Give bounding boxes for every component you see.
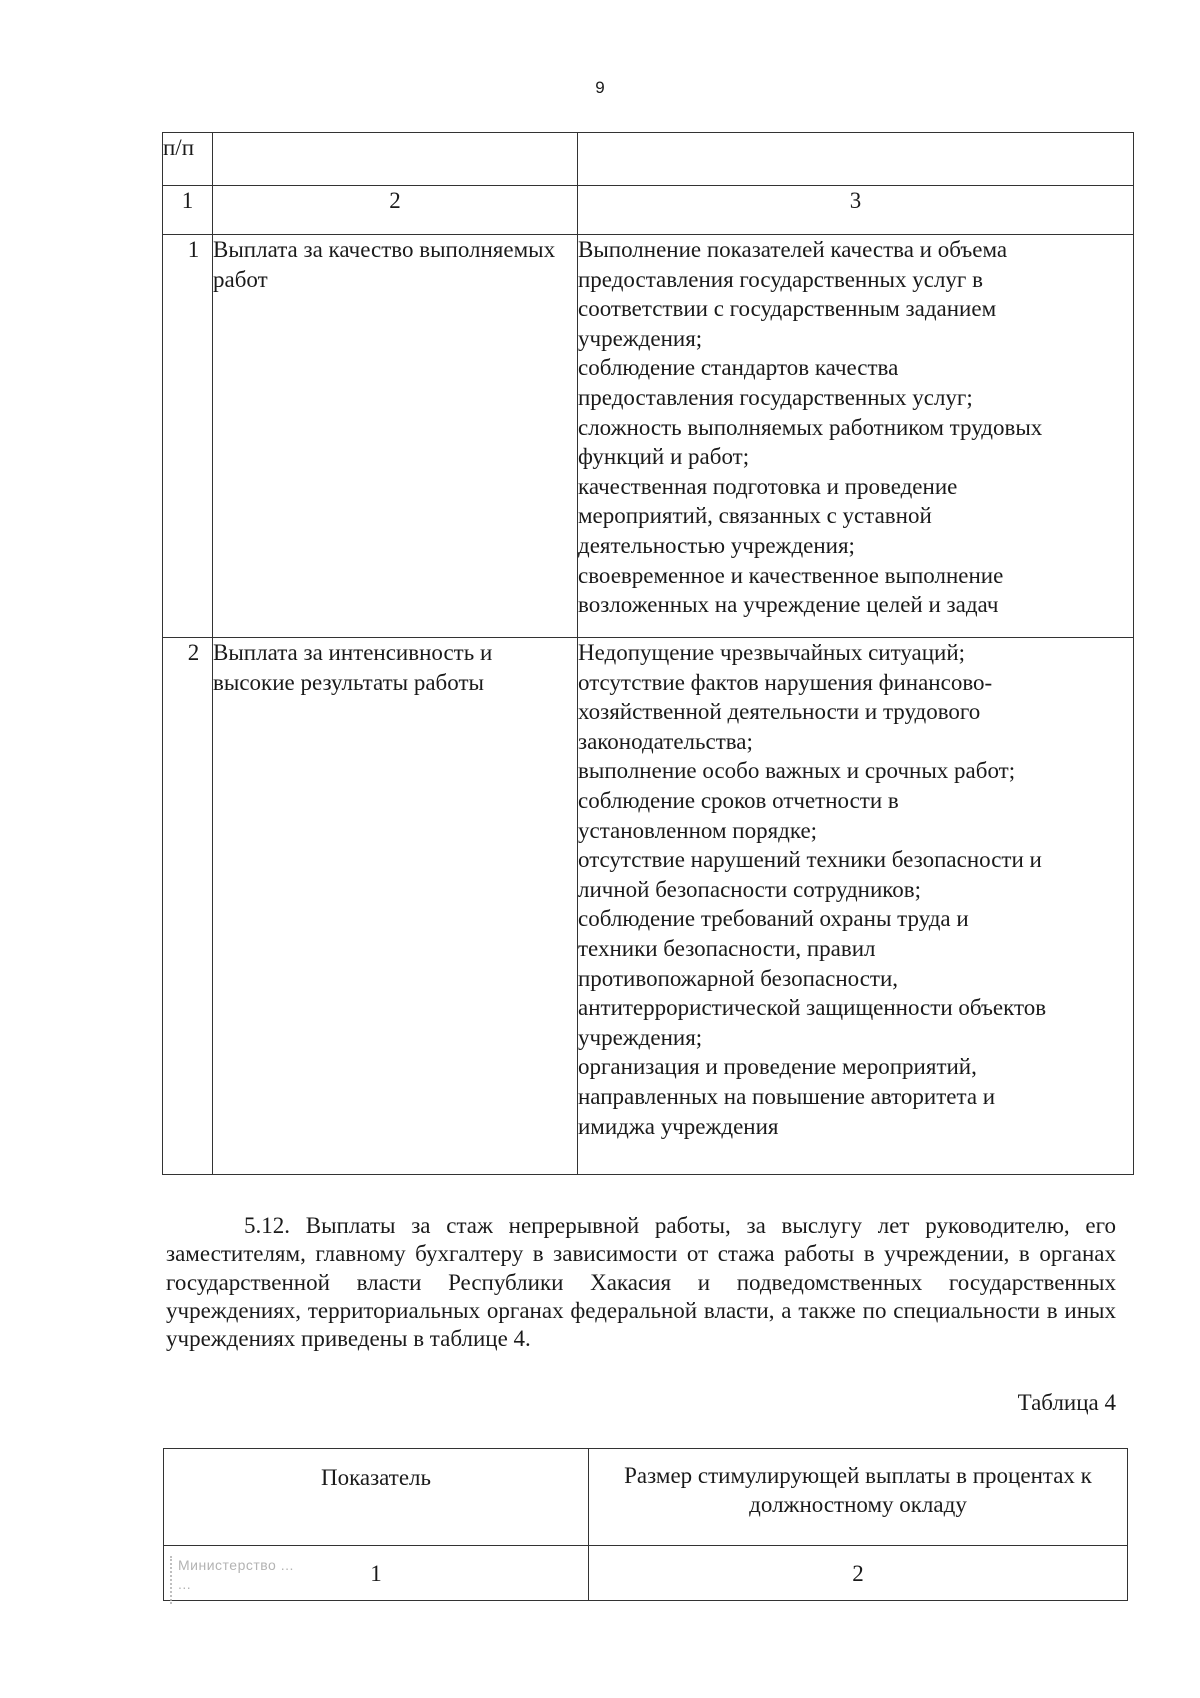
criteria-line: антитеррористической защищенности объектов bbox=[578, 995, 1047, 1021]
criteria-line: качественная подготовка и проведение bbox=[578, 473, 958, 499]
criteria-line: деятельностью учреждения; bbox=[578, 532, 855, 558]
row-number: 1 bbox=[187, 237, 200, 262]
paragraph-5-12: 5.12. Выплаты за стаж непрерывной работы, за выслугу лет руководителю, его заместителям, главному бухгалтеру в зависимости от стажа работы в учреждении, в органах государственной власти Республики Хакасия и подведомственных государственных учреждениях, территориальных органах федеральной власти, а также по специальности в иных учреждениях приведены в таблице 4. bbox=[166, 1213, 1116, 1352]
criteria-cell bbox=[578, 638, 1134, 1175]
column-number: 1 bbox=[163, 186, 213, 235]
criteria-line: Выполнение показателей качества и объема bbox=[578, 237, 1008, 262]
criteria-line: техники безопасности, правил bbox=[578, 935, 876, 961]
criteria-line: соответствии с государственным заданием bbox=[578, 296, 997, 322]
criteria-line: мероприятий, связанных с уставной bbox=[578, 503, 932, 529]
criteria-line: законодательства; bbox=[578, 728, 753, 754]
criteria-line: личной безопасности сотрудников; bbox=[578, 876, 922, 902]
payment-size-header: Размер стимулирующей выплаты в процентах к должностному окладу bbox=[589, 1449, 1128, 1546]
criteria-line: организация и проведение мероприятий, bbox=[578, 1054, 977, 1080]
column-number: 2 bbox=[589, 1546, 1128, 1601]
criteria-cell bbox=[578, 235, 1134, 638]
criteria-line: направленных на повышение авторитета и bbox=[578, 1083, 996, 1109]
criteria-line: выполнение особо важных и срочных работ; bbox=[578, 758, 1016, 784]
criteria-line: Недопущение чрезвычайных ситуаций; bbox=[578, 640, 966, 665]
row-number: 2 bbox=[187, 640, 200, 665]
criteria-line: предоставления государственных услуг в bbox=[578, 266, 983, 292]
row-number-cell bbox=[163, 638, 213, 1175]
criteria-line: установленном порядке; bbox=[578, 817, 818, 843]
column-numbering-row bbox=[163, 186, 1134, 235]
criteria-line: соблюдение сроков отчетности в bbox=[578, 787, 899, 813]
ministry-stamp bbox=[170, 1556, 408, 1604]
criteria-line: соблюдение требований охраны труда и bbox=[578, 906, 969, 932]
criteria-line: хозяйственной деятельности и трудового bbox=[578, 699, 981, 725]
stamp-line: Министерство ... bbox=[178, 1557, 294, 1573]
criteria-line: соблюдение стандартов качества bbox=[578, 355, 899, 381]
criteria-line: возложенных на учреждение целей и задач bbox=[578, 592, 999, 618]
indicator-header: Показатель bbox=[164, 1449, 589, 1546]
header-payment-cell bbox=[213, 133, 578, 186]
header-criteria-cell bbox=[578, 133, 1134, 186]
row-number-cell bbox=[163, 235, 213, 638]
criteria-line: сложность выполняемых работником трудовых bbox=[578, 414, 1043, 440]
page-number: 9 bbox=[595, 78, 605, 97]
criteria-line: своевременное и качественное выполнение bbox=[578, 562, 1004, 588]
table-4-label: Таблица 4 bbox=[1017, 1390, 1116, 1415]
criteria-line: противопожарной безопасности, bbox=[578, 965, 899, 991]
payment-type-cell: Выплата за качество выполняемых работ bbox=[213, 235, 578, 638]
column-number: 1 bbox=[164, 1546, 589, 1601]
column-number: 2 bbox=[213, 186, 578, 235]
criteria-line: функций и работ; bbox=[578, 444, 750, 470]
criteria-line: учреждения; bbox=[578, 1024, 703, 1050]
payments-criteria-table bbox=[162, 132, 1134, 1175]
criteria-line: отсутствие фактов нарушения финансово- bbox=[578, 669, 993, 695]
criteria-line: имиджа учреждения bbox=[578, 1113, 779, 1139]
header-number-cell: п/п bbox=[163, 133, 213, 186]
criteria-line: учреждения; bbox=[578, 325, 703, 351]
criteria-line: отсутствие нарушений техники безопасности и bbox=[578, 847, 1042, 873]
stamp-line: ... bbox=[178, 1576, 192, 1592]
table-header-row bbox=[164, 1449, 1128, 1546]
table-row bbox=[163, 235, 1134, 638]
table-row bbox=[163, 638, 1134, 1175]
table-header-row bbox=[163, 133, 1134, 186]
criteria-line: предоставления государственных услуг; bbox=[578, 384, 973, 410]
column-number: 3 bbox=[578, 186, 1134, 235]
payment-type-cell: Выплата за интенсивность и высокие результаты работы bbox=[213, 638, 578, 1175]
